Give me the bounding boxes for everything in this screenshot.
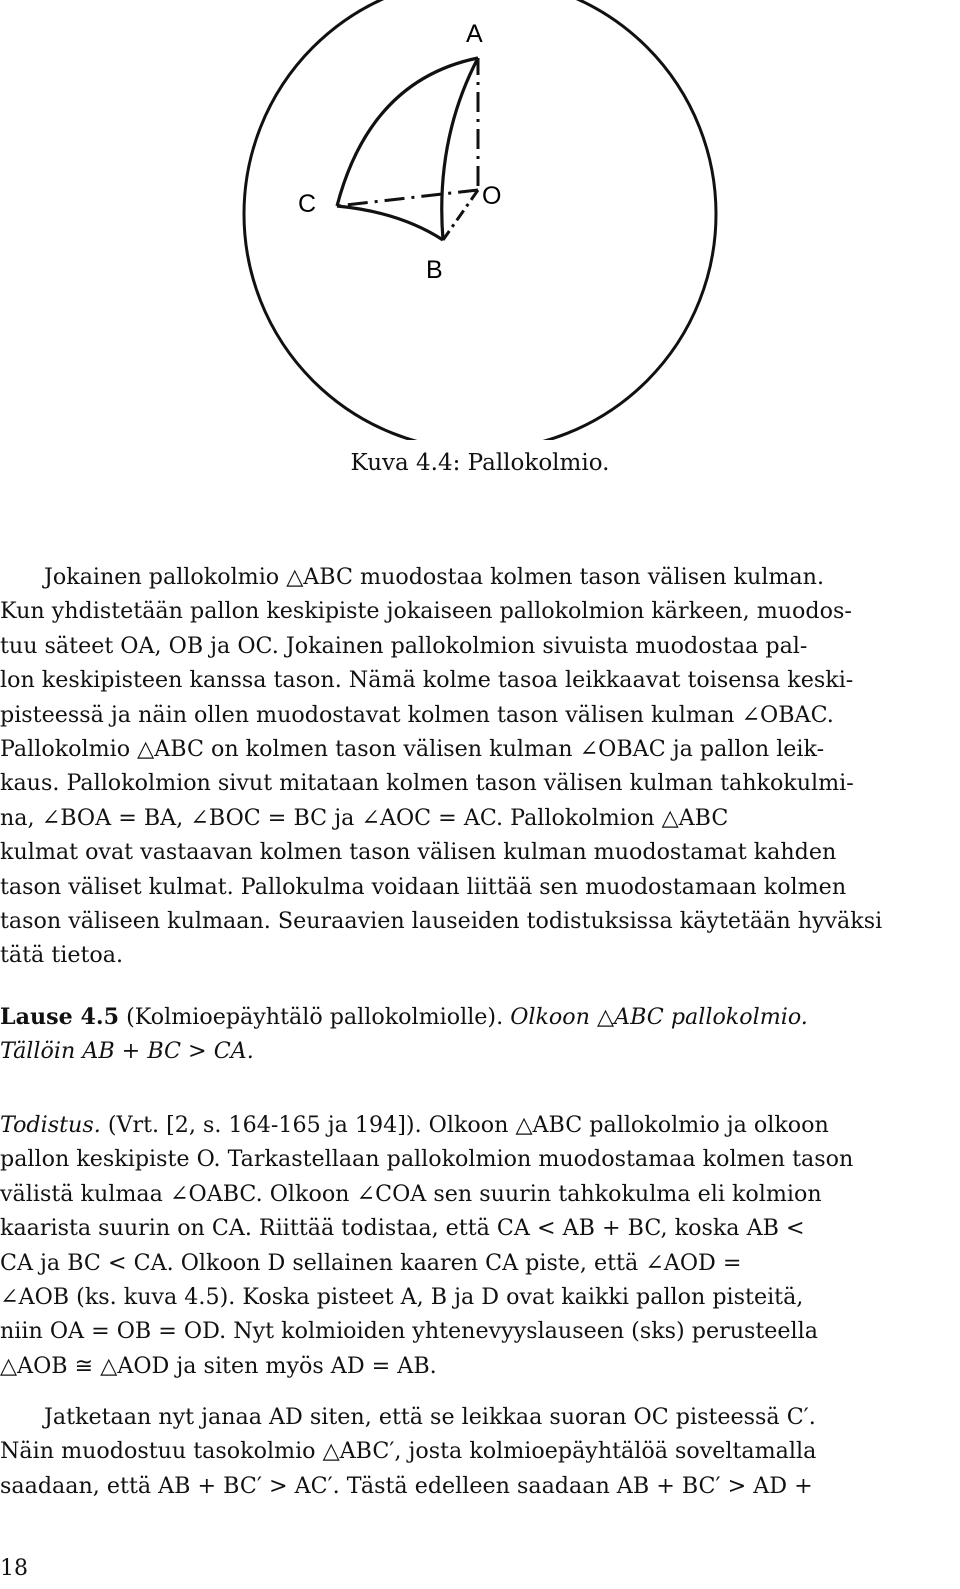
text-line: Jokainen pallokolmio △ABC muodostaa kolmen tason välisen kulman. bbox=[44, 564, 824, 590]
page-number: 18 bbox=[0, 1556, 28, 1581]
text-line: △AOB ≅ △AOD ja siten myös AD = AB. bbox=[0, 1352, 437, 1379]
text-line: tuu säteet OA, OB ja OC. Jokainen pallokolmion sivuista muodostaa pal- bbox=[0, 632, 808, 659]
text-line: Jatketaan nyt janaa AD siten, että se leikkaa suoran OC pisteessä C′. bbox=[44, 1404, 816, 1430]
text-line: Kun yhdistetään pallon keskipiste jokaiseen pallokolmion kärkeen, muodos- bbox=[0, 598, 852, 625]
radius-oc bbox=[337, 190, 478, 206]
text-line: saadaan, että AB + BC′ > AC′. Tästä edelleen saadaan AB + BC′ > AD + bbox=[0, 1472, 813, 1499]
text-line: kulmat ovat vastaavan kolmen tason välisen kulman muodostamat kahden bbox=[0, 839, 837, 866]
theorem-block bbox=[0, 1000, 960, 1069]
text-line: niin OA = OB = OD. Nyt kolmioiden yhtenevyyslauseen (sks) perusteella bbox=[0, 1318, 818, 1345]
text-line: pallon keskipiste O. Tarkastellaan pallokolmion muodostamaa kolmen tason bbox=[0, 1146, 854, 1173]
theorem-statement-line: Tällöin AB + BC > CA. bbox=[0, 1038, 254, 1065]
label-a: A bbox=[466, 20, 483, 48]
text-line: CA ja BC < CA. Olkoon D sellainen kaaren CA piste, että ∠AOD = bbox=[0, 1249, 742, 1276]
spherical-triangle-figure bbox=[0, 0, 960, 440]
text-line: Pallokolmio △ABC on kolmen tason välisen kulman ∠OBAC ja pallon leik- bbox=[0, 736, 825, 763]
text-line: Näin muodostuu tasokolmio △ABC′, josta kolmioepäyhtälöä soveltamalla bbox=[0, 1438, 817, 1465]
figure-caption: Kuva 4.4: Pallokolmio. bbox=[350, 450, 610, 476]
text-line bbox=[0, 1108, 960, 1142]
proof-paragraph bbox=[0, 1108, 960, 1383]
text-line: tason väliset kulmat. Pallokulma voidaan liittää sen muodostamaan kolmen bbox=[0, 873, 847, 900]
text-line: na, ∠BOA = BA, ∠BOC = BC ja ∠AOC = AC. Pallokolmion △ABC bbox=[0, 804, 729, 831]
arc-ca bbox=[337, 58, 478, 206]
label-c: C bbox=[298, 190, 317, 218]
text-line: ∠AOB (ks. kuva 4.5). Koska pisteet A, B ja D ovat kaikki pallon pisteitä, bbox=[0, 1284, 804, 1311]
paragraph-intro bbox=[0, 560, 960, 973]
text-line: tason väliseen kulmaan. Seuraavien lauseiden todistuksissa käytetään hyväksi bbox=[0, 908, 883, 935]
proof-first-line: (Vrt. [2, s. 164-165 ja 194]). Olkoon △ABC pallokolmio ja olkoon bbox=[107, 1112, 829, 1138]
arc-ab bbox=[442, 58, 478, 240]
label-o: O bbox=[482, 182, 502, 210]
text-line: lon keskipisteen kanssa tason. Nämä kolme tasoa leikkaavat toisensa keski- bbox=[0, 667, 854, 694]
text-line: välistä kulmaa ∠OABC. Olkoon ∠COA sen suurin tahkokulma eli kolmion bbox=[0, 1180, 822, 1207]
text-line: pisteessä ja näin ollen muodostavat kolmen tason välisen kulman ∠OBAC. bbox=[0, 701, 834, 728]
text-line: kaarista suurin on CA. Riittää todistaa, että CA < AB + BC, koska AB < bbox=[0, 1215, 805, 1242]
theorem-line bbox=[0, 1000, 960, 1034]
label-b: B bbox=[426, 256, 443, 284]
sphere-outline bbox=[244, 0, 716, 440]
arc-cb bbox=[337, 206, 443, 240]
proof-label: Todistus. bbox=[0, 1112, 101, 1138]
theorem-title: Lause 4.5 bbox=[0, 1004, 120, 1030]
theorem-statement: Olkoon △ABC pallokolmio. bbox=[510, 1004, 808, 1030]
radius-ob bbox=[443, 190, 478, 240]
text-line: kaus. Pallokolmion sivut mitataan kolmen tason välisen kulman tahkokulmi- bbox=[0, 770, 854, 797]
text-line: tätä tietoa. bbox=[0, 942, 124, 969]
paragraph-continuation bbox=[0, 1400, 960, 1503]
theorem-paren: (Kolmioepäyhtälö pallokolmiolle). bbox=[126, 1004, 504, 1030]
